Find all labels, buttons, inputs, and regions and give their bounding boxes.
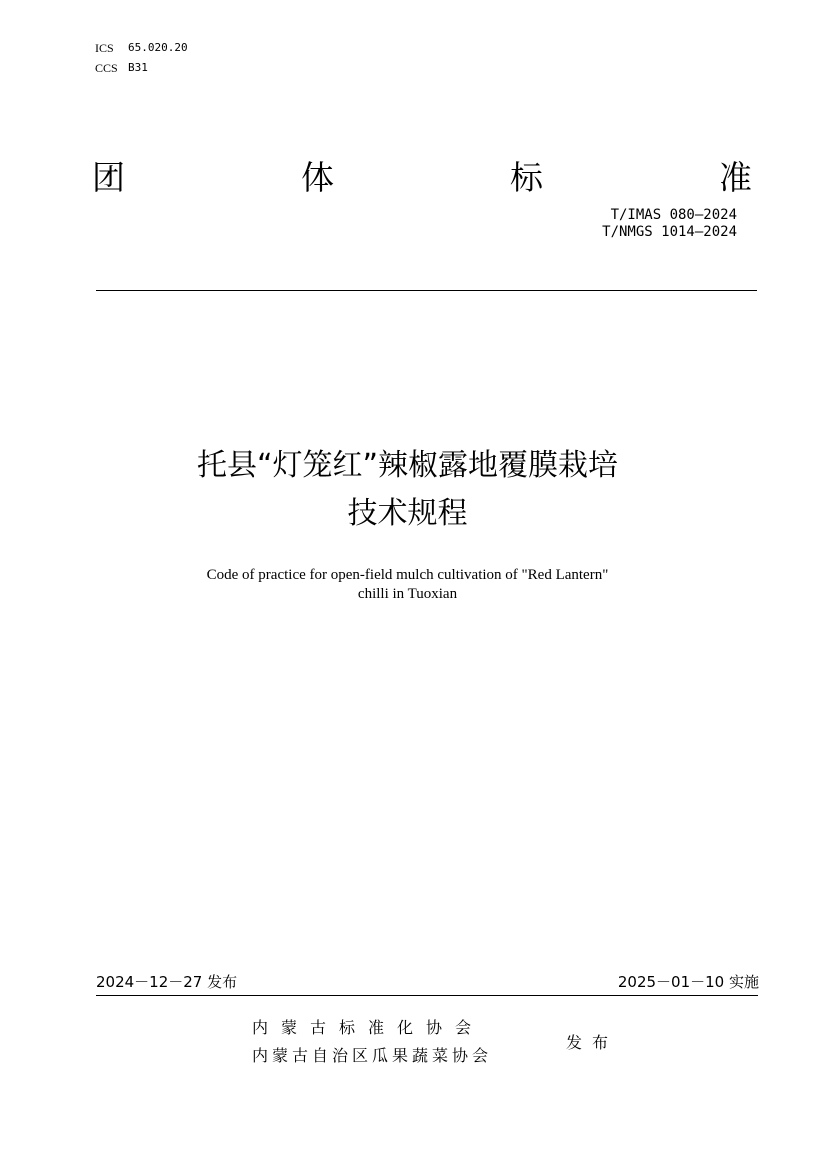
- chinese-title-line-2: 技术规程: [347, 496, 468, 531]
- standard-type-heading: [92, 158, 752, 198]
- footer-divider: [96, 995, 758, 996]
- english-title: [0, 566, 815, 604]
- chinese-title-line-1: 托县“灯笼红”辣椒露地覆膜栽培: [196, 448, 619, 483]
- issuer-org-2: 内蒙古自治区瓜果蔬菜协会: [252, 1046, 493, 1065]
- classification-codes: [95, 38, 188, 78]
- issuing-organizations: [252, 1014, 492, 1070]
- standard-type-char: 标: [510, 158, 543, 197]
- ics-label: ICS: [95, 41, 114, 55]
- ccs-row: [95, 58, 188, 78]
- standard-type-char: 团: [92, 158, 125, 197]
- chinese-title: [0, 442, 815, 538]
- header-divider: [96, 290, 757, 291]
- english-title-line-2: chilli in Tuoxian: [357, 586, 458, 602]
- english-title-line-1: Code of practice for open-field mulch cultivation of "Red Lantern": [206, 567, 609, 583]
- standard-number-secondary: T/NMGS 1014—2024: [602, 224, 737, 240]
- ccs-value: B31: [128, 61, 148, 74]
- publish-date: 2024－12－27 发布: [96, 973, 238, 991]
- standard-type-char: 准: [719, 158, 752, 197]
- publish-action-label: 发布: [566, 1033, 619, 1052]
- standard-numbers: [602, 207, 737, 241]
- standard-number-primary: T/IMAS 080—2024: [610, 207, 737, 223]
- ics-value: 65.020.20: [128, 41, 188, 54]
- standard-type-char: 体: [301, 158, 334, 197]
- ccs-label: CCS: [95, 61, 118, 75]
- implementation-date: 2025－01－10 实施: [617, 973, 759, 991]
- issuer-org-1: 内蒙古标准化协会: [252, 1018, 485, 1037]
- ics-row: [95, 38, 188, 58]
